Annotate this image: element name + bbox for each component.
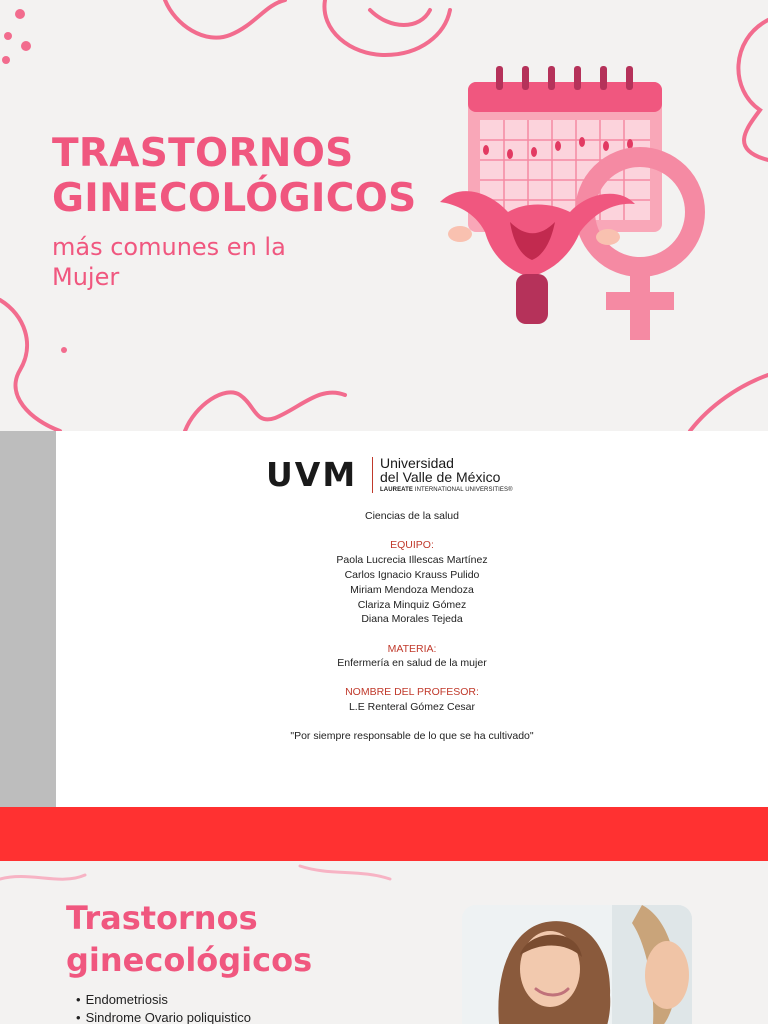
- area-text: Ciencias de la salud: [365, 510, 459, 522]
- calendar-uterus-illustration: [430, 62, 710, 352]
- info-slide: [0, 431, 768, 807]
- logo-tagline-rest: INTERNATIONAL UNIVERSITIES®: [413, 487, 513, 493]
- women-photo-image: [462, 905, 692, 1024]
- cover-subtitle-line: Mujer: [52, 263, 120, 291]
- team-member: Miriam Mendoza Mendoza: [350, 584, 474, 596]
- uvm-logo: [266, 453, 513, 497]
- subject-text: Enfermería en salud de la mujer: [337, 657, 487, 669]
- cover-title-line: GINECOLÓGICOS: [52, 176, 417, 221]
- section-title-line: Trastornos: [66, 899, 258, 937]
- motto-text: "Por siempre responsable de lo que se ha cultivado": [290, 730, 534, 742]
- team-member: Clariza Minquiz Gómez: [357, 599, 467, 611]
- teacher-name: L.E Renteral Gómez Cesar: [348, 701, 476, 713]
- section-title: [66, 897, 312, 981]
- logo-tagline-bold: LAUREATE: [380, 487, 414, 493]
- disorders-list: [76, 991, 251, 1024]
- logo-name-line: del Valle de México: [380, 469, 501, 485]
- logo-tagline: [380, 487, 513, 493]
- team-member: Carlos Ignacio Krauss Pulido: [344, 569, 480, 581]
- red-divider-band: [0, 807, 768, 861]
- cover-title: [52, 131, 416, 221]
- logo-name-line: Universidad: [380, 455, 454, 471]
- cover-slide: [0, 0, 768, 431]
- logo-divider: [372, 457, 373, 493]
- section-title-line: ginecológicos: [66, 941, 313, 979]
- logo-brand: UVM: [266, 455, 358, 494]
- team-member: Paola Lucrecia Illescas Martínez: [336, 554, 488, 566]
- gray-sidebar: [0, 431, 56, 807]
- team-member: Diana Morales Tejeda: [361, 613, 463, 625]
- team-heading: EQUIPO:: [390, 539, 434, 551]
- list-item: • Endometriosis: [76, 991, 251, 1009]
- list-item: • Sindrome Ovario poliquistico: [76, 1009, 251, 1024]
- cover-subtitle-line: más comunes en la: [52, 233, 286, 261]
- disorders-slide: [0, 861, 768, 1024]
- women-photo: [462, 905, 692, 1024]
- cover-title-line: TRASTORNOS: [52, 131, 354, 176]
- teacher-heading: NOMBRE DEL PROFESOR:: [345, 686, 479, 698]
- cover-subtitle: [52, 232, 286, 292]
- subject-heading: MATERIA:: [387, 643, 437, 655]
